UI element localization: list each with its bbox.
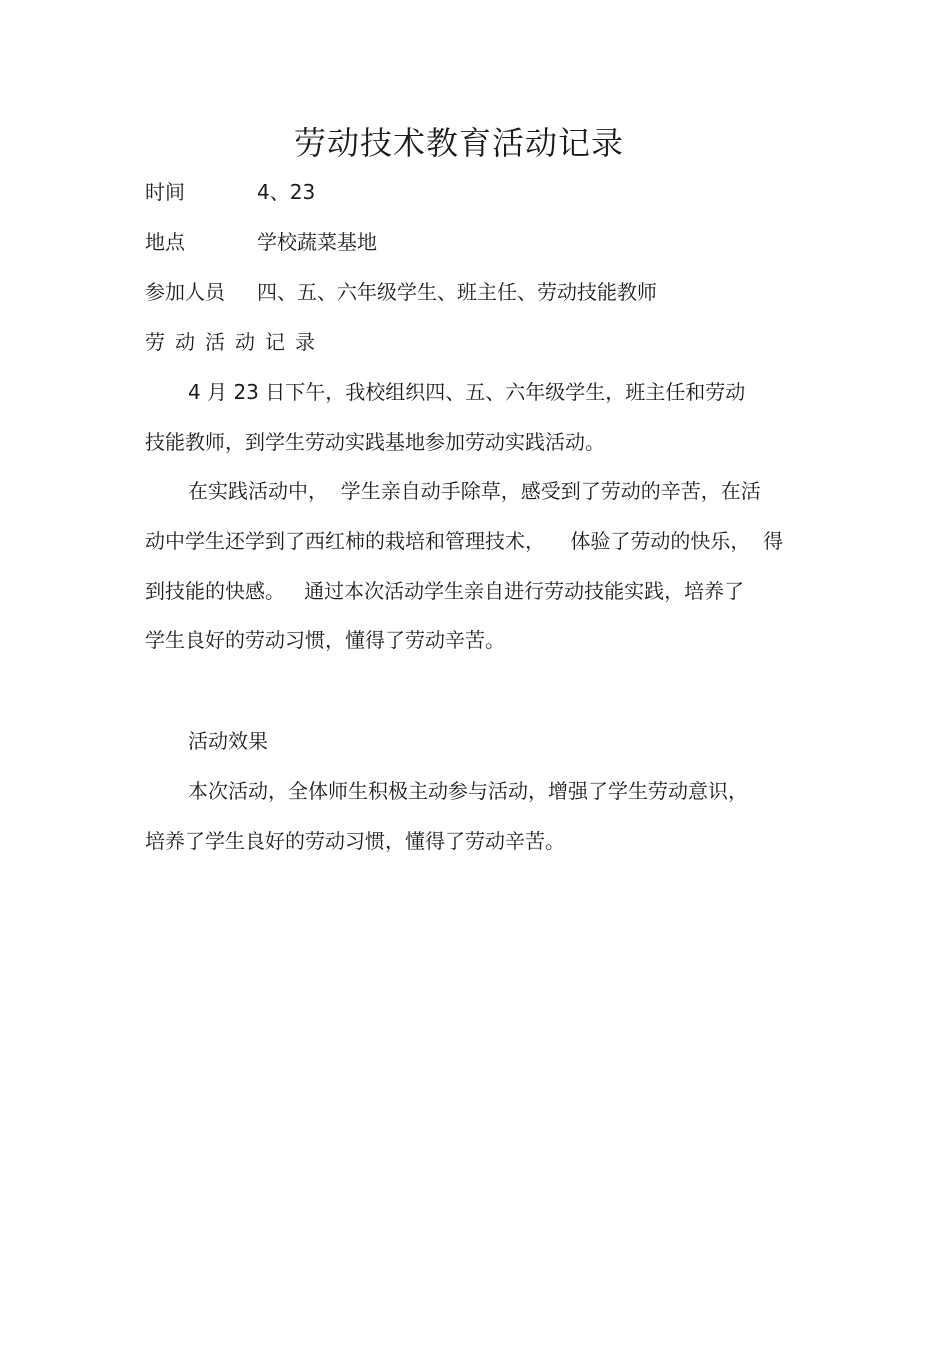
field-value: 学校蔬菜基地	[257, 230, 377, 254]
page-title: 劳动技术教育活动记录	[293, 124, 624, 162]
field-label: 时间	[145, 180, 185, 204]
field-value: 四、五、六年级学生、班主任、劳动技能教师	[257, 280, 657, 304]
record-heading: 劳动活动记录	[145, 330, 325, 354]
paragraph-line: 学生良好的劳动习惯，懂得了劳动辛苦。	[145, 628, 505, 652]
paragraph-line: 在实践活动中， 学生亲自动手除草，感受到了劳动的辛苦，在活	[188, 479, 761, 503]
paragraph-line: 4 月 23 日下午，我校组织四、五、六年级学生，班主任和劳动	[188, 380, 746, 404]
field-label: 地点	[145, 230, 185, 254]
paragraph-line: 动中学生还学到了西红柿的栽培和管理技术， 体验了劳动的快乐， 得	[145, 529, 784, 553]
paragraph-line: 到技能的快感。 通过本次活动学生亲自进行劳动技能实践，培养了	[145, 579, 745, 603]
paragraph-line: 本次活动，全体师生积极主动参与活动，增强了学生劳动意识，	[188, 779, 748, 803]
paragraph-line: 技能教师，到学生劳动实践基地参加劳动实践活动。	[145, 430, 605, 454]
field-value: 4、23	[257, 180, 316, 204]
effect-heading: 活动效果	[188, 729, 268, 753]
field-label: 参加人员	[145, 280, 225, 304]
paragraph-line: 培养了学生良好的劳动习惯，懂得了劳动辛苦。	[145, 829, 565, 853]
